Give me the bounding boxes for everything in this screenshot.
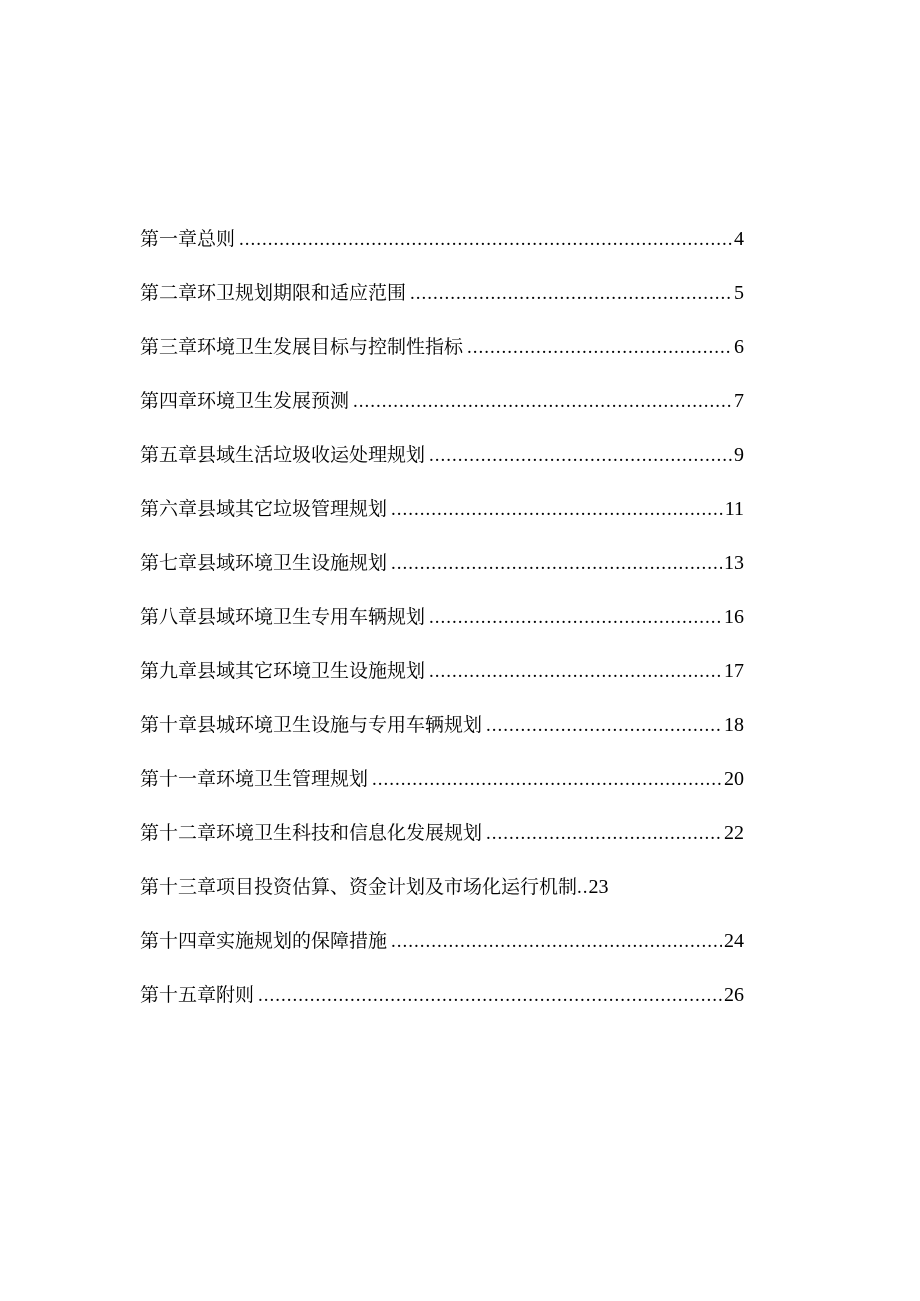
toc-dot-leader: [429, 439, 732, 473]
toc-entry-13[interactable]: [140, 870, 744, 924]
toc-entry-12[interactable]: [140, 816, 744, 870]
toc-dot-leader: [372, 763, 722, 797]
toc-page-number: 5: [734, 282, 744, 304]
toc-page-number: 11: [724, 498, 744, 520]
toc-dot-leader: [410, 277, 732, 311]
toc-entry-10[interactable]: [140, 708, 744, 762]
toc-entry-title: 第七章县域环境卫生设施规划: [140, 552, 388, 574]
toc-dot-leader: [577, 871, 589, 905]
toc-dot-leader: [239, 223, 732, 257]
toc-entry-7[interactable]: [140, 546, 744, 600]
toc-entry-15[interactable]: [140, 978, 744, 1032]
toc-page-number: 24: [724, 930, 744, 952]
toc-page-number: 13: [724, 552, 744, 574]
toc-entry-8[interactable]: [140, 600, 744, 654]
toc-page-number: 9: [734, 444, 744, 466]
toc-dot-leader: [486, 709, 722, 743]
toc-entry-14[interactable]: [140, 924, 744, 978]
toc-entry-title: 第六章县域其它垃圾管理规划: [140, 498, 388, 520]
toc-entry-title: 第一章总则: [140, 228, 236, 250]
toc-page-number: 7: [734, 390, 744, 412]
toc-page-number: 4: [734, 228, 744, 250]
toc-page-number: 20: [724, 768, 744, 790]
toc-page-number: 23: [588, 876, 609, 898]
toc-dot-leader: [467, 331, 732, 365]
toc-page-number: 26: [724, 984, 744, 1006]
toc-entry-4[interactable]: [140, 384, 744, 438]
toc-page-number: 22: [724, 822, 744, 844]
toc-entry-5[interactable]: [140, 438, 744, 492]
toc-entry-11[interactable]: [140, 762, 744, 816]
toc-dot-leader: [391, 493, 723, 527]
toc-entry-title: 第十五章附则: [140, 984, 255, 1006]
toc-entry-6[interactable]: [140, 492, 744, 546]
toc-entry-title: 第三章环境卫生发展目标与控制性指标: [140, 336, 464, 358]
toc-entry-title: 第十章县城环境卫生设施与专用车辆规划: [140, 714, 483, 736]
toc-dot-leader: [391, 925, 722, 959]
toc-dot-leader: [258, 979, 722, 1013]
toc-page-number: 16: [724, 606, 744, 628]
toc-dot-leader: [391, 547, 722, 581]
toc-entry-title: 第四章环境卫生发展预测: [140, 390, 350, 412]
toc-dot-leader: [429, 655, 722, 689]
toc-entry-title: 第十三章项目投资估算、资金计划及市场化运行机制: [140, 876, 578, 898]
toc-entry-title: 第十四章实施规划的保障措施: [140, 930, 388, 952]
toc-entry-2[interactable]: [140, 276, 744, 330]
toc-entry-title: 第十二章环境卫生科技和信息化发展规划: [140, 822, 483, 844]
toc-page-number: 17: [724, 660, 744, 682]
toc-page-number: 18: [724, 714, 744, 736]
toc-dot-leader: [353, 385, 732, 419]
toc-dot-leader: [486, 817, 722, 851]
toc-dot-leader: [429, 601, 722, 635]
toc-entry-title: 第二章环卫规划期限和适应范围: [140, 282, 407, 304]
toc-entry-3[interactable]: [140, 330, 744, 384]
toc-entry-9[interactable]: [140, 654, 744, 708]
toc-page-number: 6: [734, 336, 744, 358]
toc-entry-title: 第九章县域其它环境卫生设施规划: [140, 660, 426, 682]
table-of-contents: [140, 222, 744, 1032]
toc-entry-1[interactable]: [140, 222, 744, 276]
toc-entry-title: 第十一章环境卫生管理规划: [140, 768, 369, 790]
toc-entry-title: 第五章县域生活垃圾收运处理规划: [140, 444, 426, 466]
toc-entry-title: 第八章县域环境卫生专用车辆规划: [140, 606, 426, 628]
